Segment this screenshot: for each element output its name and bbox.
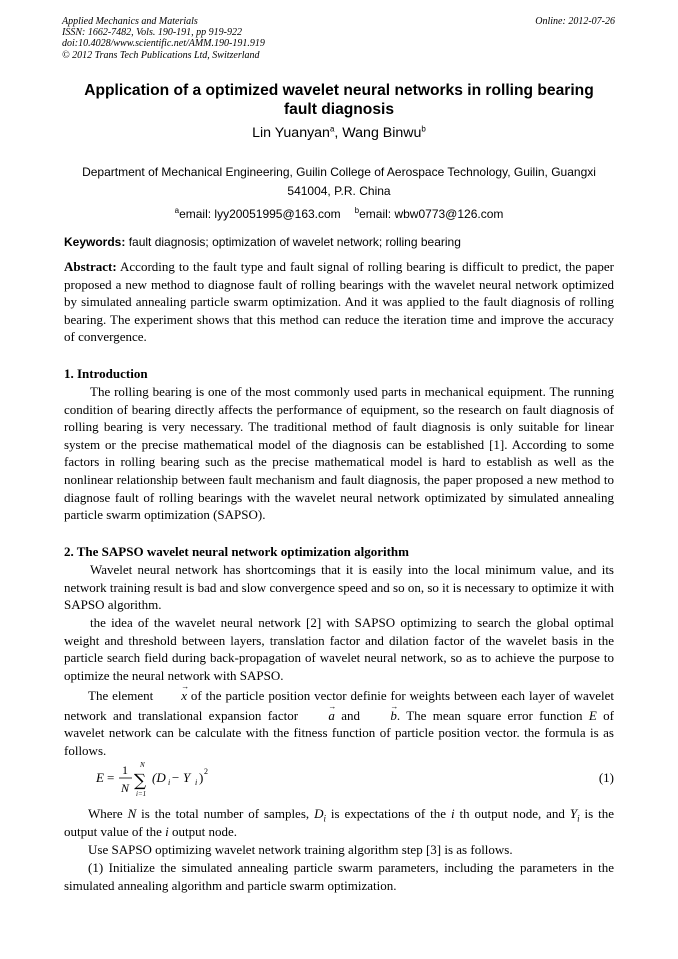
section-1-paragraph: The rolling bearing is one of the most commonly used parts in mechanical equipment. The running condition of bearing directly affects the performance of equipment, so the research on fault diagnosis of rolling bearing is very necessary. The traditional method of fault diagnosis is only suitable for linear system or the precise mathematical model of the diagnosis can be established [1]. According to some factors in rolling bearing such as the precise mathematical model is hard to establish as well as the nonlinear relationship between fault mechanism and fault diagnosis, the paper proposed a new method to diagnose fault of rolling bearings with the wavelet neural network optimizated by simulated annealing particle swarm optimization (SAPSO). [64, 384, 614, 523]
eq-numerator: 1 [122, 763, 128, 777]
abstract-text: According to the fault type and fault signal of rolling bearing is difficult to predict, the paper proposed a new method to diagnose fault of rolling bearings with the wavelet neural network optimized by simulated annealing particle swarm optimization. And it was applied to the fault diagnosis of rolling bearing. The experiment shows that this method can reduce the iteration time and improve the accuracy of convergence. [64, 259, 614, 345]
eq-sub-i1: i [168, 778, 171, 787]
affiliation [62, 163, 616, 201]
vector-x: → x [157, 685, 187, 705]
email-b-mark: b [354, 206, 360, 215]
p3-text-d: of wavelet network can be calculate with the fitness function of particle position vector. the formula is as follows. [64, 707, 614, 758]
section-2-paragraph-4 [64, 805, 614, 840]
doi-line: doi:10.4028/www.scientific.net/AMM.190-191.919 [62, 38, 265, 50]
equation-1 [96, 760, 616, 800]
author-2-mark: b [421, 124, 426, 134]
keywords-text: fault diagnosis; optimization of wavelet network; rolling bearing [125, 235, 461, 249]
p3-text-c: . The mean square error function [396, 707, 589, 723]
eq-sum-lower: i=1 [136, 790, 147, 798]
affiliation-line-2: 541004, P.R. China [287, 184, 391, 198]
section-2-paragraph-2: the idea of the wavelet neural network [2] with SAPSO optimizing to search the global optimal weight and threshold between layers, translation factor and dilation factor of the wavelet basis in the particle search field during back-propagation of wavelet neural network, so as to achieve the purpose to optimize the neural network with SAPSO. [64, 615, 614, 683]
author-list [62, 124, 616, 142]
author-emails [62, 206, 616, 222]
equation-formula [96, 760, 236, 800]
abstract-label: Abstract: [64, 259, 117, 274]
section-1-heading: 1. Introduction [64, 366, 148, 381]
title-line-1: Application of a optimized wavelet neural networks in rolling bearing [84, 82, 594, 99]
eq-lhs: E [96, 770, 104, 785]
section-2-paragraph-6: (1) Initialize the simulated annealing particle swarm parameters, including the parameters in the simulated annealing algorithm and particle swarm optimization. [64, 860, 614, 893]
paper-title [62, 82, 616, 119]
keywords [64, 234, 616, 250]
symbol-i-2: i [165, 823, 169, 839]
eq-sigma: ∑ [134, 771, 147, 791]
journal-header [62, 16, 265, 61]
abstract [64, 258, 614, 346]
symbol-Y-sub: i [577, 813, 580, 824]
p4-text-f: output node. [168, 823, 237, 839]
eq-term-Y: − Y [171, 770, 191, 785]
symbol-E: E [588, 707, 597, 723]
symbol-D-sub: i [323, 813, 326, 824]
symbol-i: i [450, 806, 455, 821]
eq-close: ) [199, 770, 204, 785]
p4-text-b: is the total number of samples, [136, 806, 315, 821]
author-separator: , [334, 125, 343, 141]
p4-text-d: th output node, and [454, 806, 570, 821]
eq-sub-i2: i [195, 778, 198, 787]
p3-text-a: The element [88, 688, 158, 703]
vector-a: → a [304, 705, 335, 725]
p4-text-c: is expectations of the [325, 806, 451, 821]
author-2: Wang Binwu [342, 125, 422, 141]
eq-square: 2 [204, 767, 208, 776]
symbol-D: D [314, 806, 324, 821]
vector-b: → b [366, 705, 397, 725]
email-a: email: lyy20051995@163.com [179, 207, 341, 221]
online-date: Online: 2012-07-26 [535, 16, 615, 27]
email-b: email: wbw0773@126.com [359, 207, 504, 221]
author-1: Lin Yuanyan [252, 125, 330, 141]
issn-line: ISSN: 1662-7482, Vols. 190-191, pp 919-922 [62, 27, 242, 39]
section-2-paragraph-5: Use SAPSO optimizing wavelet network training algorithm step [3] is as follows. [88, 842, 513, 857]
eq-sum-upper: N [140, 761, 145, 769]
email-a-mark: a [174, 206, 180, 215]
p4-text-e: is the output value of the [64, 806, 614, 839]
journal-name: Applied Mechanics and Materials [62, 16, 198, 27]
eq-denominator: N [121, 781, 130, 795]
author-1-mark: a [329, 124, 335, 134]
eq-equals: = [107, 770, 115, 785]
eq-term-D: (D [152, 770, 166, 785]
p4-text-a: Where [88, 806, 128, 821]
copyright-line: © 2012 Trans Tech Publications Ltd, Switzerland [62, 49, 260, 61]
p3-text-b: of the particle position vector definie for weights between each layer of wavelet network and translational expansion factor [64, 688, 615, 723]
affiliation-line-1: Department of Mechanical Engineering, Guilin College of Aerospace Technology, Guilin, Guangxi [82, 165, 596, 179]
keywords-label: Keywords: [64, 235, 126, 249]
section-2-paragraph-3 [64, 685, 614, 759]
section-2-paragraph-1: Wavelet neural network has shortcomings that it is easily into the local minimum value, and its network training result is bad and slow convergence speed and so on, so it is necessary to optimize it with SAPSO algorithm. [64, 562, 614, 613]
symbol-Y: Y [569, 806, 578, 821]
symbol-N: N [127, 806, 137, 821]
equation-number: (1) [598, 770, 614, 785]
p3-and: and [334, 707, 367, 723]
section-2-heading: 2. The SAPSO wavelet neural network optimization algorithm [64, 544, 409, 559]
title-line-2: fault diagnosis [283, 100, 395, 118]
